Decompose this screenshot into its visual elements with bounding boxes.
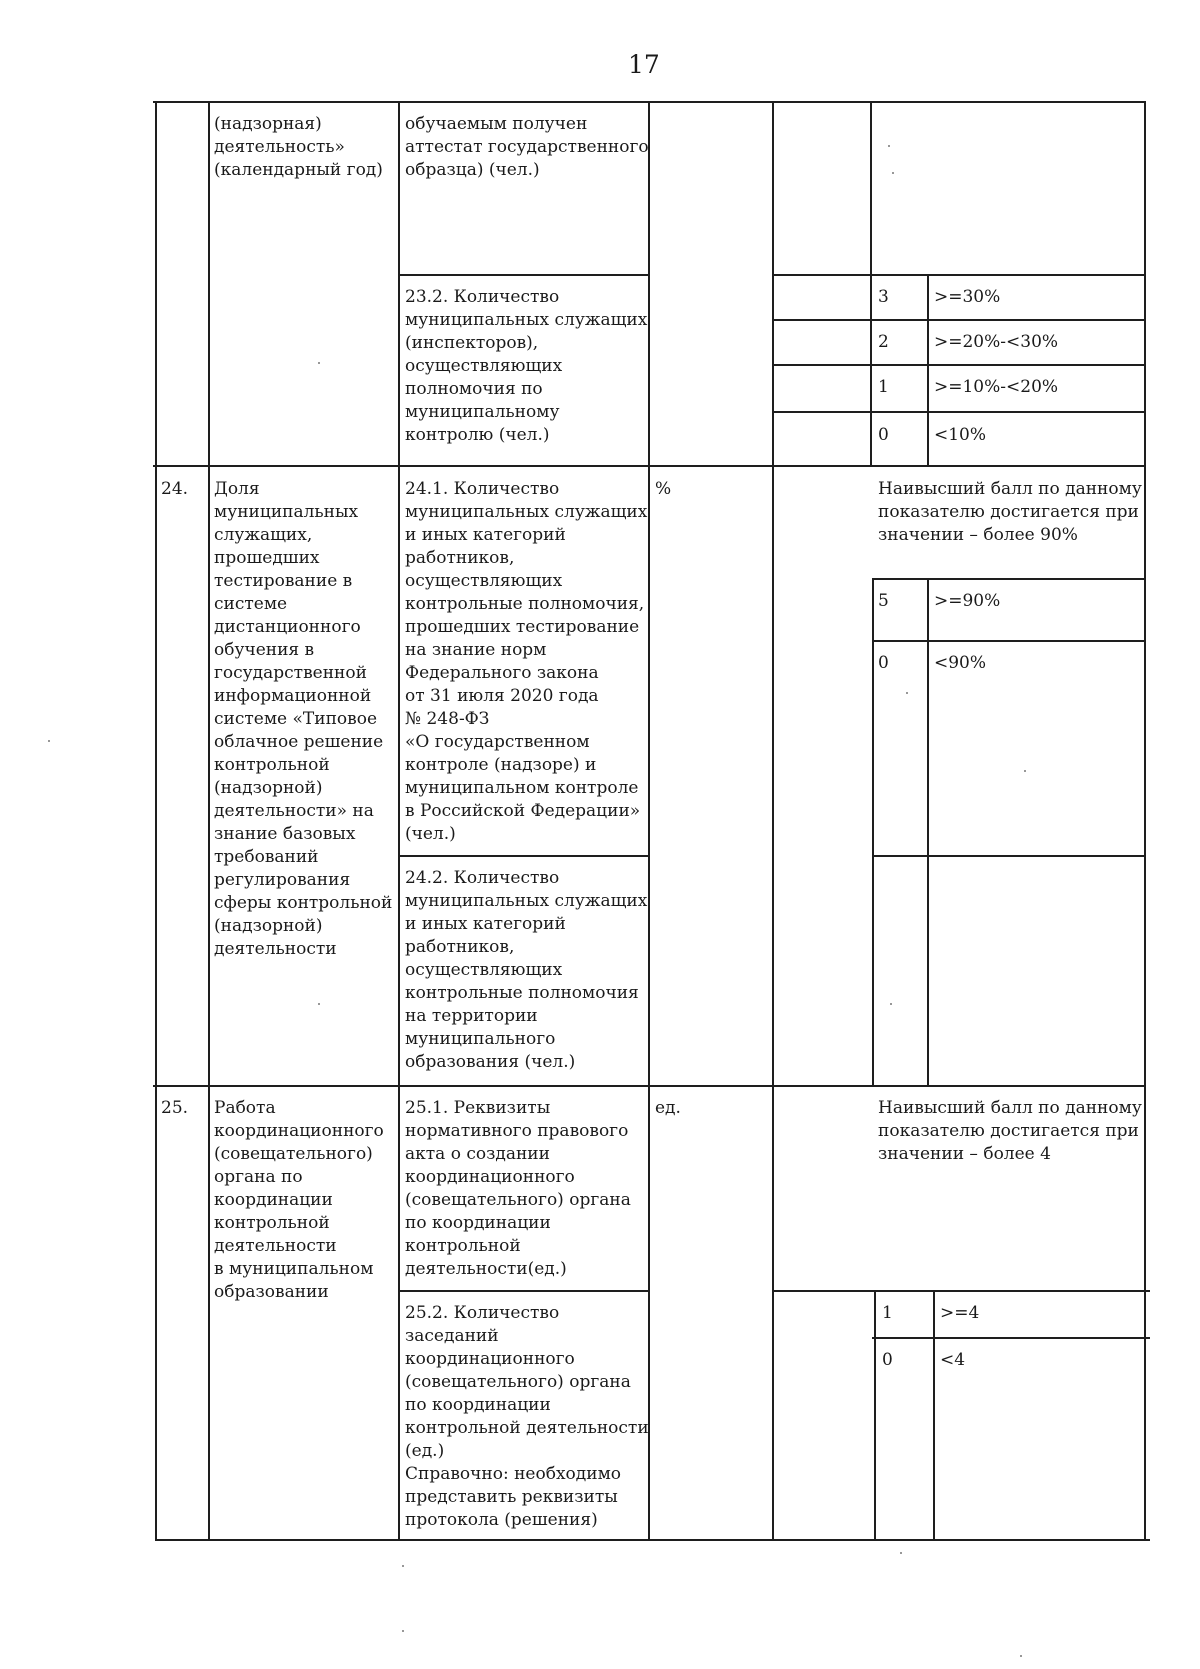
row24-subindicator-1: 24.1. Количество муниципальных служащих и иных категорий работников, осуществляющих контрольные полномочия, прошедших тестирование на знание норм Федерального закона от 31 июля 2020 года № 248-ФЗ «О государственном контроле (надзоре) и муниципальном контроле в Российской Федерации» (чел.) xyxy=(405,479,648,844)
row23-score-condition: <10% xyxy=(934,425,987,445)
page-number: 17 xyxy=(628,50,660,79)
row25-score-points: 0 xyxy=(882,1350,893,1370)
row24-score-divider xyxy=(872,640,1146,642)
row25-highest-score-note: Наивысший балл по данному показателю достигается при значении – более 4 xyxy=(878,1098,1142,1164)
row23-score-line-2 xyxy=(772,319,1146,321)
row25-unit: ед. xyxy=(655,1098,681,1118)
scan-speck xyxy=(906,692,908,694)
table-right-border xyxy=(1144,101,1146,1541)
scan-speck xyxy=(900,1552,902,1554)
row25-number: 25. xyxy=(161,1098,189,1118)
scan-speck xyxy=(892,172,894,174)
table-bottom-border xyxy=(156,1539,1150,1541)
scan-speck xyxy=(402,1565,404,1567)
row25-subindicator-1: 25.1. Реквизиты нормативного правового акта о создании координационного (совещательного) органа по координации контрольной деятельности(ед.) xyxy=(405,1098,631,1279)
row24-sub-divider xyxy=(398,855,648,857)
row24-score-points: 5 xyxy=(878,591,889,611)
row23-score-condition: >=20%-<30% xyxy=(934,332,1059,352)
row24-score-points: 0 xyxy=(878,653,889,673)
row24-note-divider xyxy=(872,578,1146,580)
scan-speck xyxy=(318,362,320,364)
points-column-border-row25 xyxy=(874,1290,876,1541)
condition-column-border-row24 xyxy=(927,578,929,1085)
row23-score-condition: >=10%-<20% xyxy=(934,377,1059,397)
name-column-border xyxy=(208,101,210,1541)
points-column-border-top xyxy=(870,101,872,465)
row25-score-line-1 xyxy=(772,1290,1150,1292)
row24-score-divider-2 xyxy=(872,855,1146,857)
row23-score-points: 3 xyxy=(878,287,889,307)
scan-speck xyxy=(318,1003,320,1005)
row24-unit: % xyxy=(655,479,672,499)
row25-score-condition: >=4 xyxy=(940,1303,980,1323)
subindicator-column-border xyxy=(398,101,400,1541)
condition-column-border-row25 xyxy=(933,1290,935,1541)
row23-score-line-4 xyxy=(772,411,1146,413)
row25-subindicator-2: 25.2. Количество заседаний координационного (совещательного) органа по координации контрольной деятельности (ед.) Справочно: необходимо представить реквизиты протокола (решения) xyxy=(405,1303,649,1530)
row24-score-condition: <90% xyxy=(934,653,987,673)
row23-score-line-1 xyxy=(772,274,1146,276)
scan-speck xyxy=(890,1003,892,1005)
scan-speck xyxy=(888,145,890,147)
table-left-border xyxy=(155,101,157,1541)
row24-highest-score-note: Наивысший балл по данному показателю достигается при значении – более 90% xyxy=(878,479,1142,545)
row25-name: Работа координационного (совещательного) органа по координации контрольной деятельности в муниципальном образовании xyxy=(214,1098,384,1302)
row23-score-points: 0 xyxy=(878,425,889,445)
scan-speck xyxy=(402,1630,404,1632)
row24-subindicator-2: 24.2. Количество муниципальных служащих и иных категорий работников, осуществляющих контрольные полномочия на территории муниципального образования (чел.) xyxy=(405,868,648,1072)
row25-sub-divider xyxy=(398,1290,648,1292)
value-column-border xyxy=(772,101,774,1541)
row23-score-points: 1 xyxy=(878,377,889,397)
row23-name: (надзорная) деятельность» (календарный год) xyxy=(214,114,383,180)
row24-score-condition: >=90% xyxy=(934,591,1001,611)
row23-score-line-3 xyxy=(772,364,1146,366)
row23-score-condition: >=30% xyxy=(934,287,1001,307)
row24-name: Доля муниципальных служащих, прошедших тестирование в системе дистанционного обучения в государственной информационной системе «Типовое облачное решение контрольной (надзорной) деятельности» на знание базовых требований регулирования сферы контрольной (надзорной) деятельности xyxy=(214,479,393,959)
row23-sub-divider xyxy=(398,274,648,276)
scan-speck xyxy=(1024,770,1026,772)
points-column-border-row24 xyxy=(872,578,874,1085)
row23-subindicator-1: обучаемым получен аттестат государственного образца) (чел.) xyxy=(405,114,649,180)
row25-score-points: 1 xyxy=(882,1303,893,1323)
condition-column-border-row23 xyxy=(927,274,929,465)
scan-speck xyxy=(48,740,50,742)
row25-score-condition: <4 xyxy=(940,1350,966,1370)
scan-speck xyxy=(1020,1655,1022,1657)
row25-score-line-2 xyxy=(872,1337,1150,1339)
row23-subindicator-2: 23.2. Количество муниципальных служащих (инспекторов), осуществляющих полномочия по муниципальному контролю (чел.) xyxy=(405,287,648,445)
row24-number: 24. xyxy=(161,479,189,499)
row23-score-points: 2 xyxy=(878,332,889,352)
